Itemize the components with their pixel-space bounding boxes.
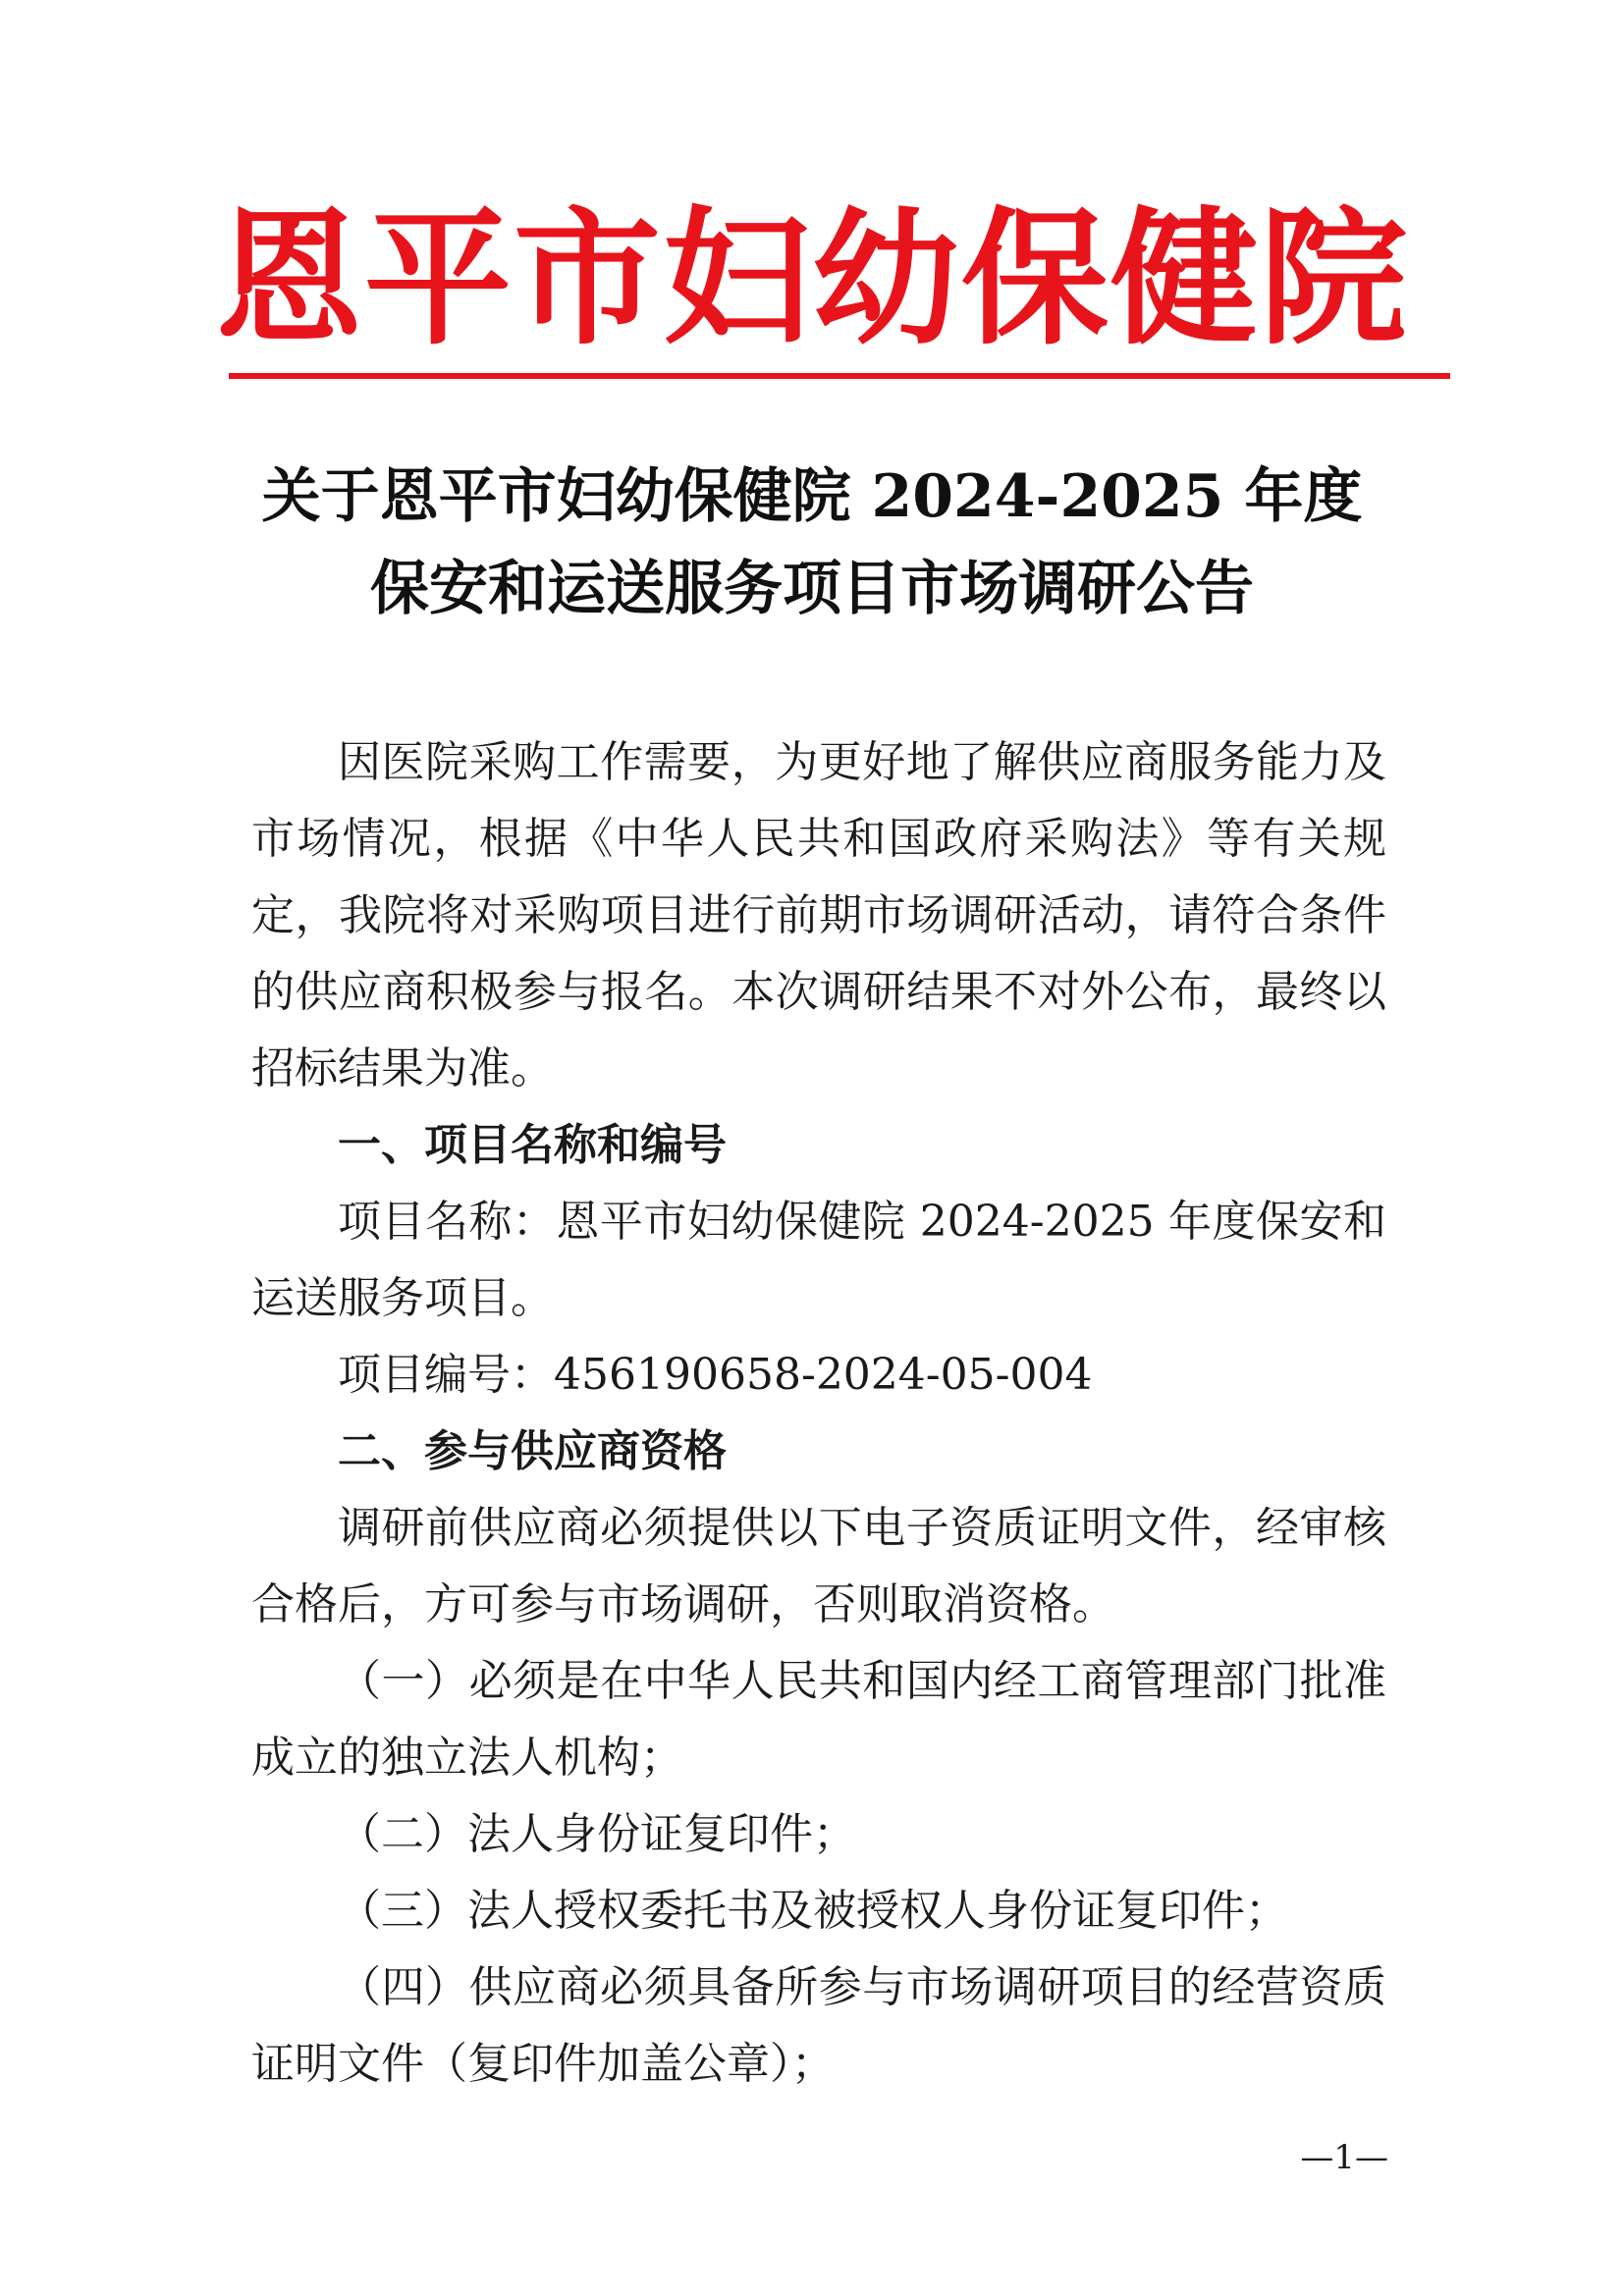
section-heading-project: 一、项目名称和编号 xyxy=(338,1120,727,1170)
document-title-line2: 保安和运送服务项目市场调研公告 xyxy=(370,555,1254,623)
requirement-item-1: （一）必须是在中华人民共和国内经工商管理部门批准成立的独立法人机构； xyxy=(251,1656,1386,1783)
section-heading-qualifications: 二、参与供应商资格 xyxy=(338,1426,727,1476)
project-name-paragraph: 项目名称：恩平市妇幼保健院 2024-2025 年度保安和运送服务项目。 xyxy=(251,1197,1386,1323)
document-body xyxy=(251,724,1386,2103)
requirement-item-4: （四）供应商必须具备所参与市场调研项目的经营资质证明文件（复印件加盖公章）； xyxy=(251,1962,1386,2089)
requirement-item-3: （三）法人授权委托书及被授权人身份证复印件； xyxy=(338,1886,1288,1936)
project-number-paragraph: 项目编号：456190658-2024-05-004 xyxy=(338,1350,1093,1400)
qualifications-intro-paragraph: 调研前供应商必须提供以下电子资质证明文件，经审核合格后，方可参与市场调研，否则取消资格。 xyxy=(251,1503,1386,1629)
letterhead-org-name: 恩平市妇幼保健院 xyxy=(214,194,1409,365)
document-title-line1: 关于恩平市妇幼保健院 2024-2025 年度 xyxy=(261,462,1363,531)
intro-paragraph: 因医院采购工作需要，为更好地了解供应商服务能力及市场情况，根据《中华人民共和国政府采购法》等有关规定，我院将对采购项目进行前期市场调研活动，请符合条件的供应商积极参与报名。本次调研结果不对外公布，最终以招标结果为准。 xyxy=(251,737,1386,1094)
requirement-item-2: （二）法人身份证复印件； xyxy=(338,1809,856,1859)
page-number: —1— xyxy=(1300,2138,1388,2177)
letterhead-red-rule xyxy=(229,373,1450,379)
